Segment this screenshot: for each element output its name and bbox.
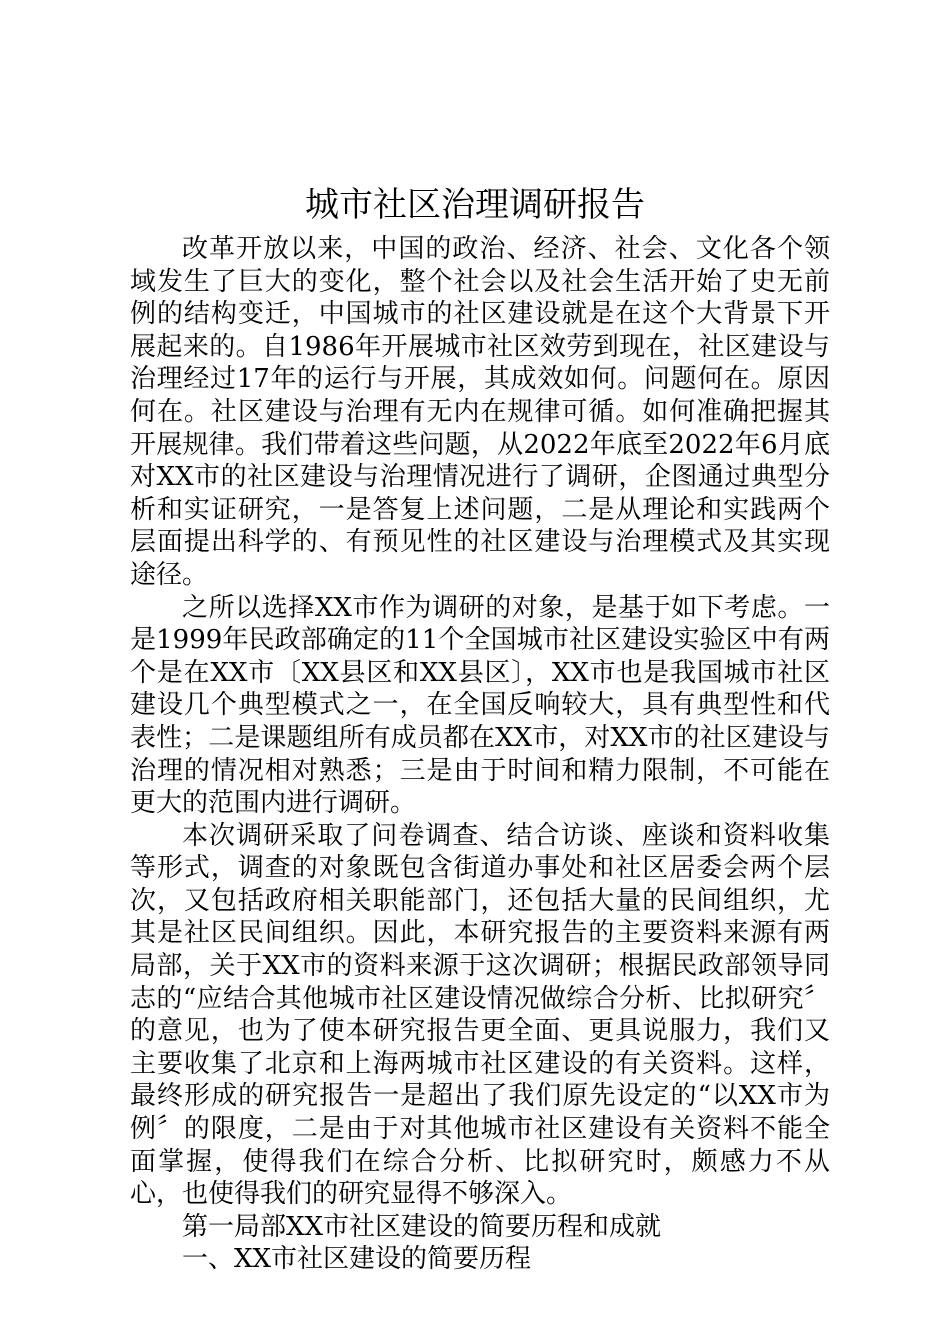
document-title: 城市社区治理调研报告 xyxy=(305,185,645,225)
section-heading-part-one: 第一局部XX市社区建设的简要历程和成就 xyxy=(182,1211,662,1242)
paragraph-methods: 本次调研采取了问卷调查、结合访谈、座谈和资料收集等形式，调查的对象既包含街道办事处和社区居委会两个层次，又包括政府相关职能部门，还包括大量的民间组织，尤其是社区民间组织。因此，本研究报告的主要资料来源有两局部，关于XX市的资料来源于这次调研；根据民政部领导同志的“应结合其他城市社区建设情况做综合分析、比拟研究〞的意见，也为了使本研究报告更全面、更具说服力，我们又主要收集了北京和上海两城市社区建设的有关资料。这样，最终形成的研究报告一是超出了我们原先设定的“以XX市为例〞的限度，二是由于对其他城市社区建设有关资料不能全面掌握，使得我们在综合分析、比拟研究时，颇感力不从心，也使得我们的研究显得不够深入。 xyxy=(130,820,830,1210)
subsection-heading-history: 一、XX市社区建设的简要历程 xyxy=(182,1244,532,1275)
paragraph-reasons: 之所以选择XX市作为调研的对象，是基于如下考虑。一是1999年民政部确定的11个全国城市社区建设实验区中有两个是在XX市〔XX县区和XX县区〕，XX市也是我国城市社区建设几个典型模式之一，在全国反响较大，具有典型性和代表性；二是课题组所有成员都在XX市，对XX市的社区建设与治理的情况相对熟悉；三是由于时间和精力限制，不可能在更大的范围内进行调研。 xyxy=(130,592,830,819)
paragraph-intro: 改革开放以来，中国的政治、经济、社会、文化各个领域发生了巨大的变化，整个社会以及社会生活开始了史无前例的结构变迁，中国城市的社区建设就是在这个大背景下开展起来的。自1986年开展城市社区效劳到现在，社区建设与治理经过17年的运行与开展，其成效如何。问题何在。原因何在。社区建设与治理有无内在规律可循。如何准确把握其开展规律。我们带着这些问题，从2022年底至2022年6月底对XX市的社区建设与治理情况进行了调研，企图通过典型分析和实证研究，一是答复上述问题，二是从理论和实践两个层面提出科学的、有预见性的社区建设与治理模式及其实现途径。 xyxy=(130,234,830,590)
document-body xyxy=(130,233,830,1276)
